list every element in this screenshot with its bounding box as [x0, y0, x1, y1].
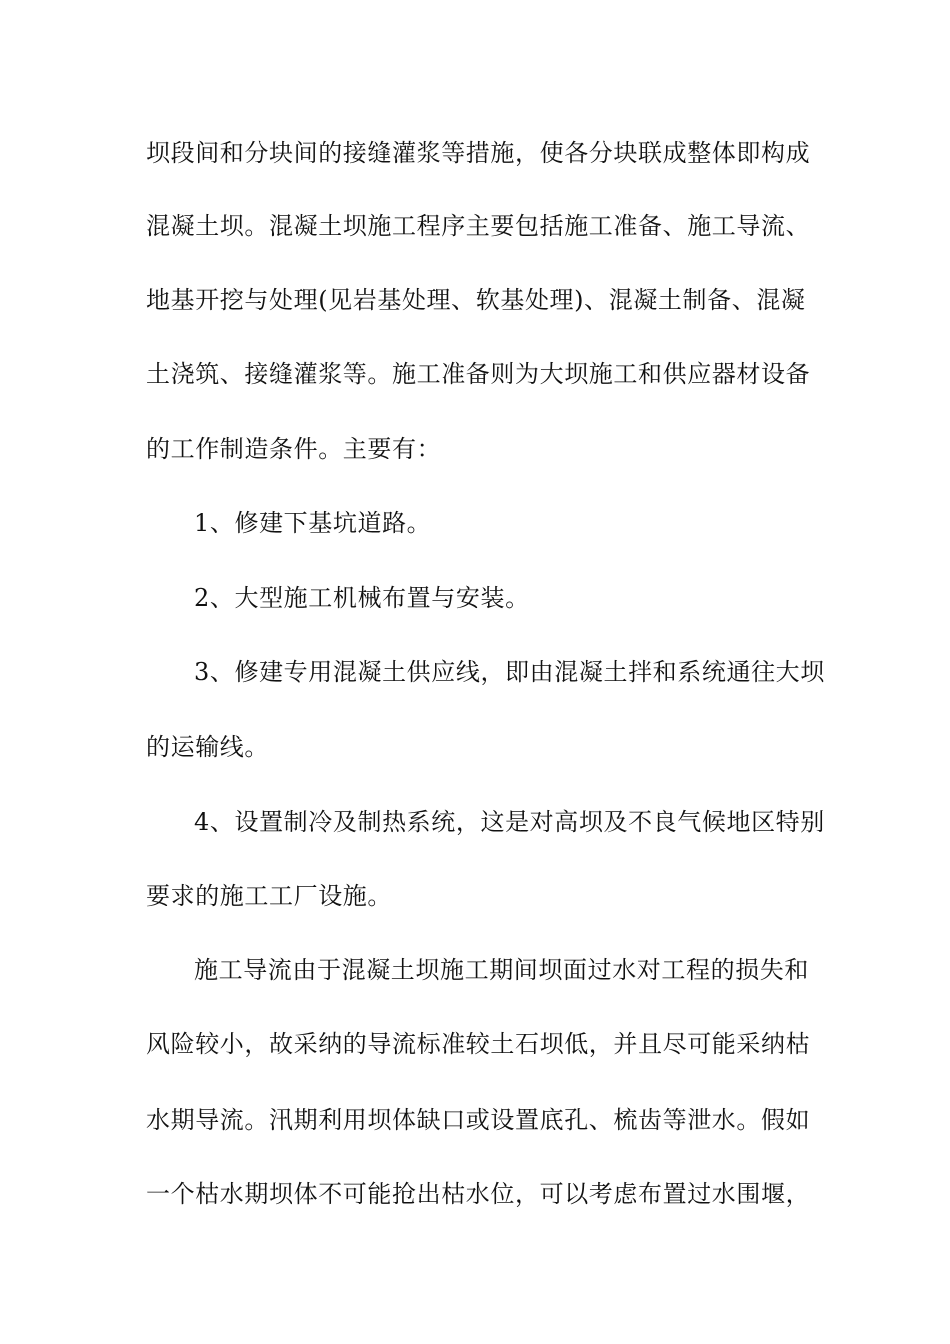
text-line: 的工作制造条件。主要有： [146, 435, 442, 463]
list-item: 4、设置制冷及制热系统，这是对高坝及不良气候地区特别 [194, 808, 825, 836]
text-line: 水期导流。汛期利用坝体缺口或设置底孔、梳齿等泄水。假如 [146, 1106, 811, 1134]
text-line: 风险较小，故采纳的导流标准较土石坝低，并且尽可能采纳枯 [146, 1030, 811, 1058]
text-line: 混凝土坝。混凝土坝施工程序主要包括施工准备、施工导流、 [146, 212, 811, 240]
text-line: 土浇筑、接缝灌浆等。施工准备则为大坝施工和供应器材设备 [146, 360, 811, 388]
text-line: 地基开挖与处理(见岩基处理、软基处理)、混凝土制备、混凝 [146, 286, 806, 314]
list-item: 2、大型施工机械布置与安装。 [194, 584, 530, 612]
text-line: 坝段间和分块间的接缝灌浆等措施，使各分块联成整体即构成 [146, 139, 811, 167]
list-item: 3、修建专用混凝土供应线，即由混凝土拌和系统通往大坝 [194, 658, 825, 686]
text-line: 一个枯水期坝体不可能抢出枯水位，可以考虑布置过水围堰， [146, 1180, 811, 1208]
list-item: 1、修建下基坑道路。 [194, 509, 432, 537]
paragraph-start: 施工导流由于混凝土坝施工期间坝面过水对工程的损失和 [194, 956, 809, 984]
text-line: 要求的施工工厂设施。 [146, 882, 392, 910]
text-line: 的运输线。 [146, 733, 269, 761]
